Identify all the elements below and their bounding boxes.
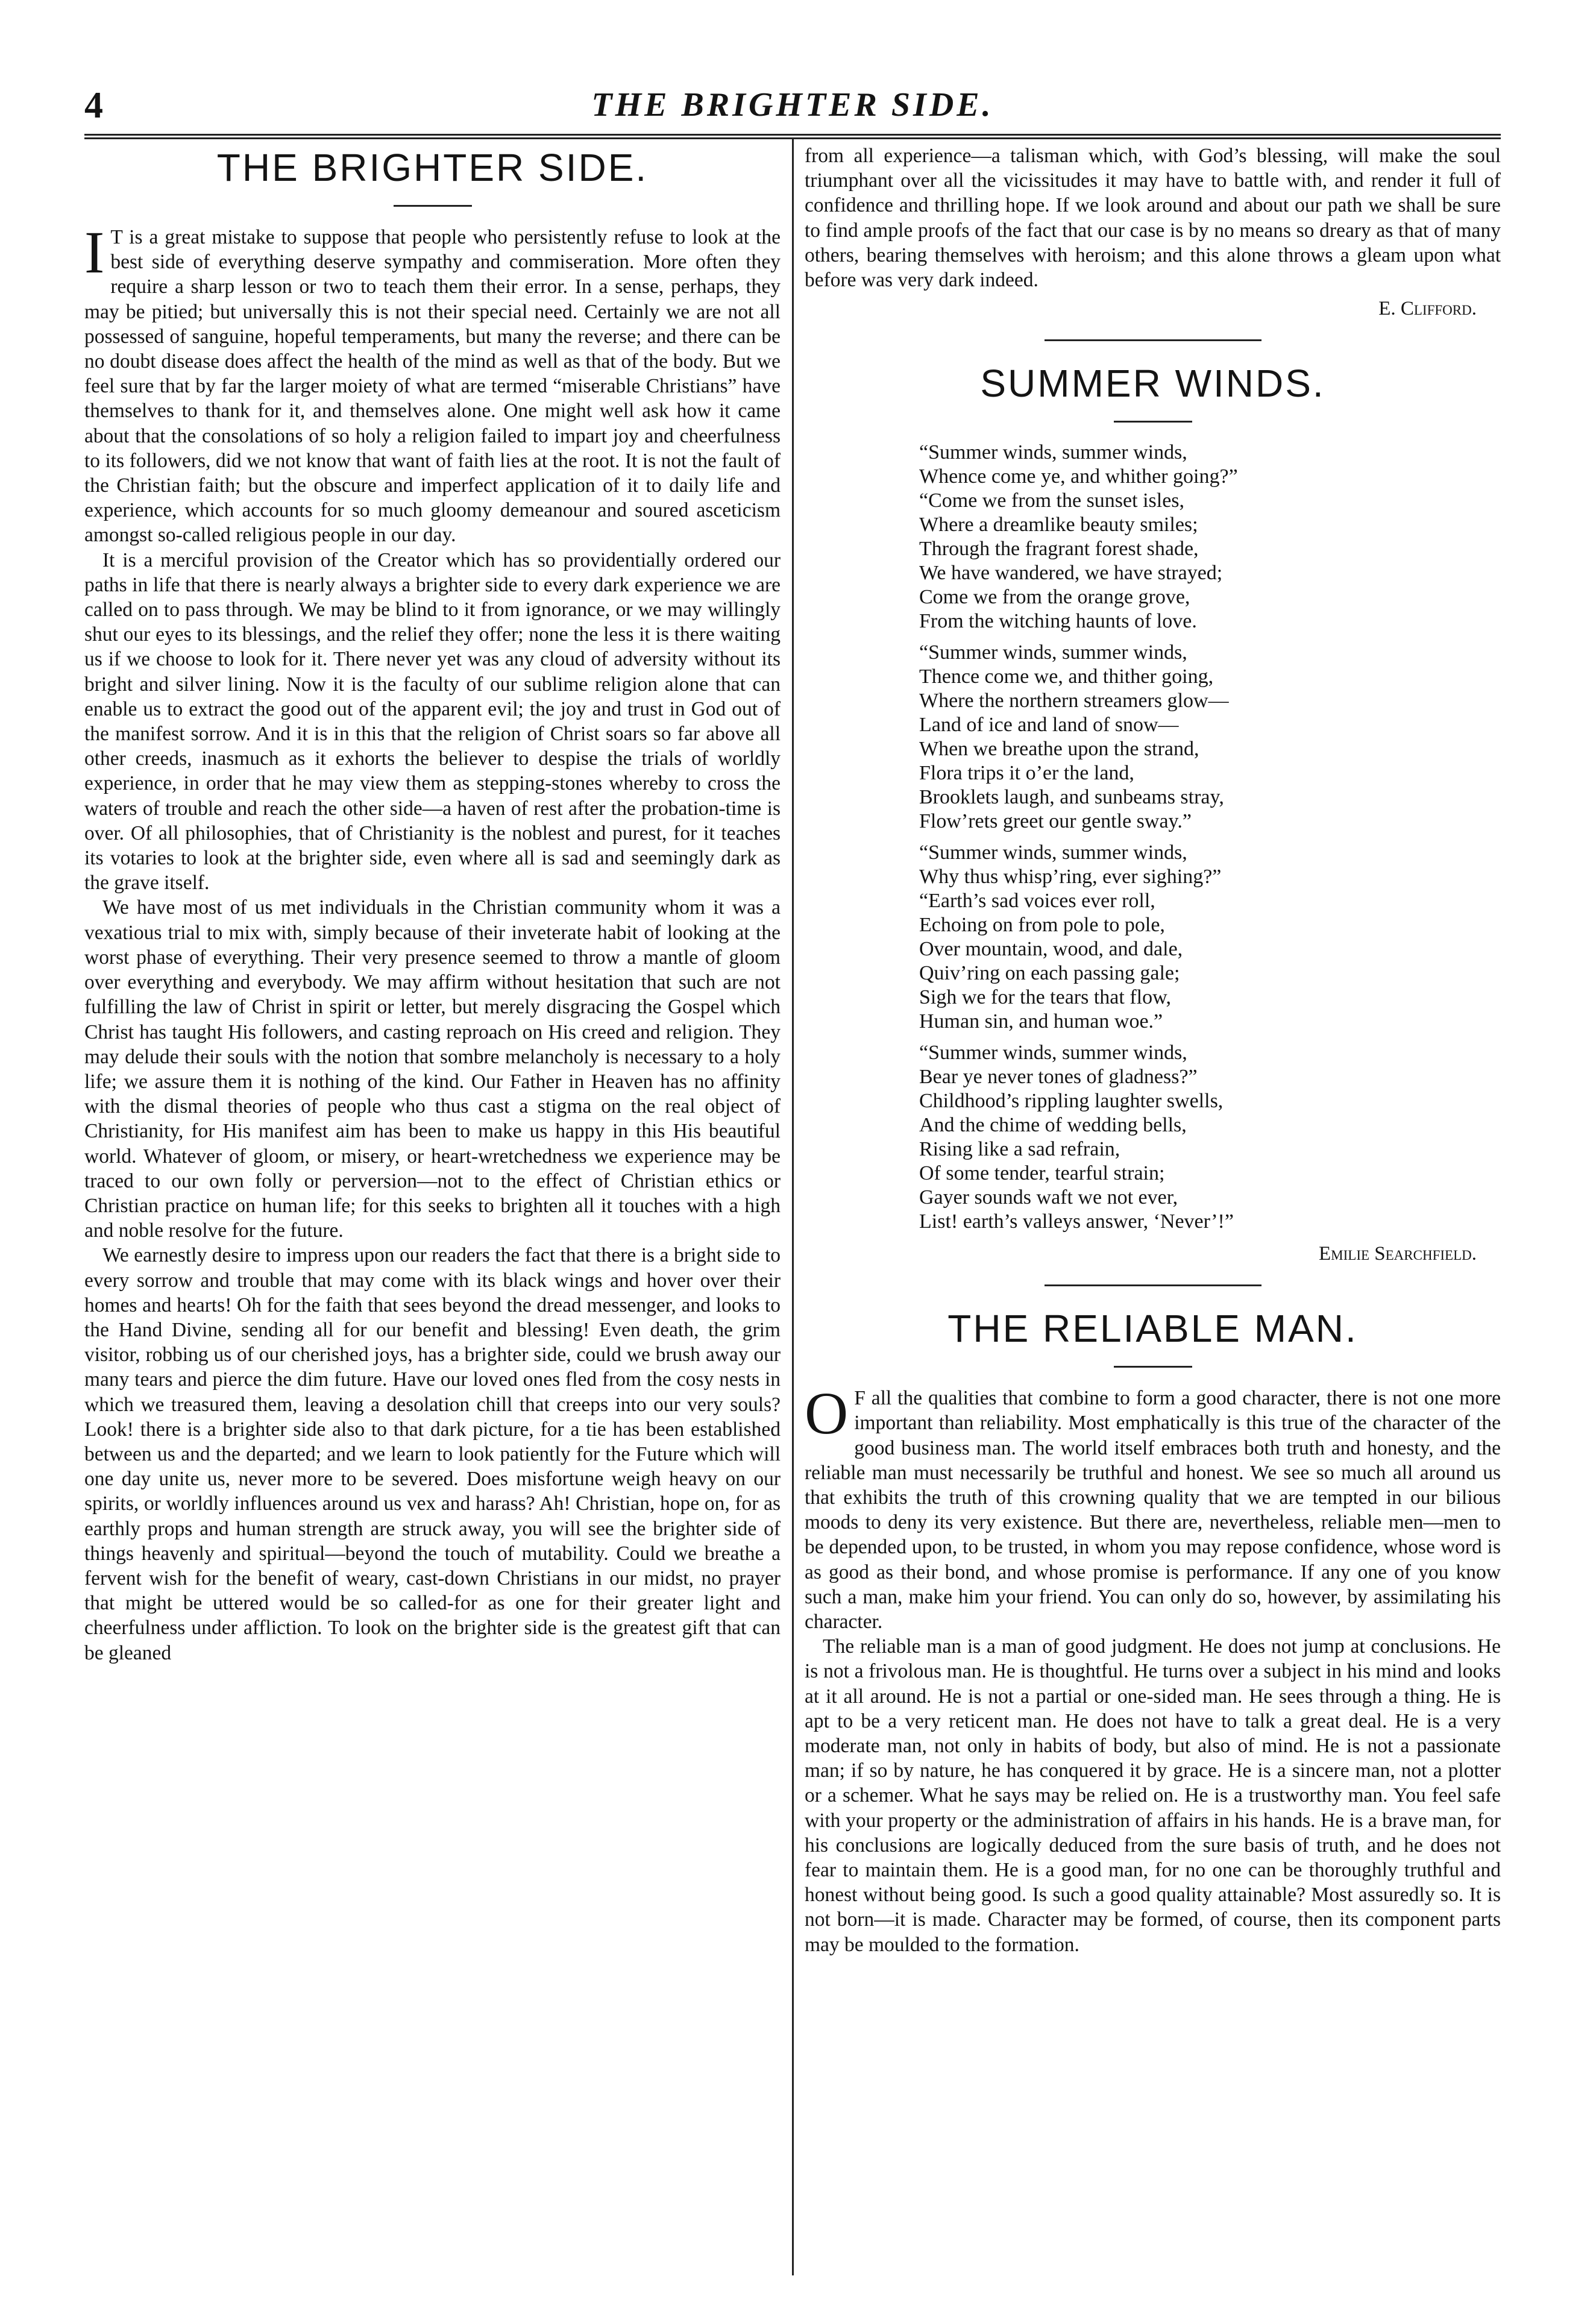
poem-summer-winds bbox=[919, 441, 1501, 1234]
running-title: THE BRIGHTER SIDE. bbox=[591, 86, 994, 124]
poem-title-summer-winds: SUMMER WINDS. bbox=[980, 362, 1325, 406]
author-searchfield: Emilie Searchfield. bbox=[1319, 1243, 1477, 1265]
poem-line: “Earth’s sad voices ever roll, bbox=[919, 890, 1155, 913]
poem-line: “Summer winds, summer winds, bbox=[919, 841, 1187, 864]
title-rule bbox=[394, 205, 472, 207]
poem-line: Rising like a sad refrain, bbox=[919, 1138, 1120, 1161]
poem-line: Echoing on from pole to pole, bbox=[919, 914, 1165, 937]
poem-line: Quiv’ring on each passing gale; bbox=[919, 962, 1180, 985]
reliable-man-paragraph-1 bbox=[805, 1380, 1501, 1634]
poem-line: List! earth’s valleys answer, ‘Never’!” bbox=[919, 1210, 1234, 1233]
column-divider bbox=[792, 139, 794, 2275]
poem-line: From the witching haunts of love. bbox=[919, 610, 1197, 633]
poem-stanza bbox=[919, 841, 1501, 1034]
right-column bbox=[805, 143, 1501, 1957]
poem-line: Bear ye never tones of gladness?” bbox=[919, 1066, 1198, 1089]
poem-line: Thence come we, and thither going, bbox=[919, 665, 1214, 688]
brighter-side-paragraph-2: It is a merciful provision of the Creator which has so providentially ordered our paths in life that there is nearly always a brighter side to every dark experience we are called on to pass through. We may be blind to it from ignorance, or we may willingly shut our eyes to its blessings, and the relief they offer; none the less it is there waiting us if we choose to look for it. There never yet was any cloud of adversity without its bright and silver lining. Now it is the faculty of our sublime religion alone that can enable us to extract the good out of the apparent evil; the joy and trust in God out of the manifest sorrow. And it is in this that the religion of Christ soars so far above all other creeds, inasmuch as it exhorts the believer to despise the trials of worldly experience, in order that he may view them as stepping-stones whereby to cross the waters of trouble and reach the other side—a haven of rest after the probation-time is over. Of all philosophies, that of Christianity is the noblest and purest, for it teaches its votaries to look at the brighter side, even where all is sad and seemingly dark as the grave itself. bbox=[84, 549, 781, 894]
poem-line: “Summer winds, summer winds, bbox=[919, 441, 1187, 464]
title-rule bbox=[1114, 421, 1192, 423]
brighter-side-paragraph-3: We have most of us met individuals in the Christian community whom it was a vexatious trial to mix with, simply because of their inveterate habit of looking at the worst phase of everything. Their very presence seemed to throw a mantle of gloom over everything and everybody. We may affirm without hesitation that such are not fulfilling the law of Christ in spirit or letter, but merely disgracing the Gospel which Christ has taught His followers, and casting reproach on His creed and religion. They may delude their souls with the notion that sombre melancholy is necessary to a holy life; we assure them it is nothing of the kind. Our Father in Heaven has no affinity with the dismal theories of people who thus cast a stigma on the real object of Christianity, for His manifest aim has been to make us happy in this His beautiful world. Whatever of gloom, or misery, or heart-wretchedness we experience may be traced to our own folly or perversion—not to the effect of Christian ethics or Christian practice on human life; for this seeks to brighten all it touches with a high and noble resolve for the future. bbox=[84, 896, 781, 1242]
poem-line: Sigh we for the tears that flow, bbox=[919, 986, 1171, 1009]
poem-line: Whence come ye, and whither going?” bbox=[919, 465, 1238, 488]
title-rule bbox=[1114, 1366, 1192, 1368]
poem-line: When we breathe upon the strand, bbox=[919, 738, 1199, 761]
drop-cap: O bbox=[805, 1380, 849, 1447]
article-title-brighter-side: THE BRIGHTER SIDE. bbox=[216, 146, 649, 189]
page-header bbox=[84, 80, 1501, 140]
poem-line: Land of ice and land of snow— bbox=[919, 714, 1179, 737]
section-rule bbox=[1045, 339, 1261, 341]
poem-line: Where a dreamlike beauty smiles; bbox=[919, 514, 1198, 536]
poem-line: Brooklets laugh, and sunbeams stray, bbox=[919, 786, 1224, 809]
drop-cap: I bbox=[84, 219, 105, 286]
poem-line: “Summer winds, summer winds, bbox=[919, 1042, 1187, 1064]
poem-stanza bbox=[919, 641, 1501, 834]
poem-line: Of some tender, tearful strain; bbox=[919, 1162, 1165, 1185]
reliable-man-paragraph-2: The reliable man is a man of good judgment. He does not jump at conclusions. He is not a frivolous man. He is thoughtful. He turns over a subject in his mind and looks at it all around. He is not a partial or one-sided man. He sees through a thing. He is apt to be a very reticent man. He does not have to talk a great deal. He is a very moderate man, not only in habits of body, but also of mind. He is not a passionate man; if so by nature, he has conquered it by grace. He is a sincere man, not a plotter or a schemer. What he says may be relied on. He is a trustworthy man. You feel safe with your property or the administration of affairs in his hands. He is a brave man, for his conclusions are logically deduced from the sure basis of truth, and he does not fear to maintain them. He is a good man, for no one can be thoroughly truthful and honest without being good. Is such a good quality attainable? Most assuredly so. It is not born—it is made. Character may be formed, of course, then its component parts may be moulded to the formation. bbox=[805, 1635, 1501, 1956]
page-number: 4 bbox=[84, 85, 103, 126]
poem-line: We have wandered, we have strayed; bbox=[919, 562, 1223, 585]
poem-line: Why thus whisp’ring, ever sighing?” bbox=[919, 866, 1222, 888]
poem-line: Over mountain, wood, and dale, bbox=[919, 938, 1183, 961]
poem-stanza bbox=[919, 1041, 1501, 1234]
poem-line: And the chime of wedding bells, bbox=[919, 1114, 1187, 1137]
brighter-side-paragraph-4: We earnestly desire to impress upon our readers the fact that there is a bright side to every sorrow and trouble that may come with its black wings and hover over their homes and hearts! Oh for the faith that sees beyond the dread messenger, and looks to the Hand Divine, sending all for our benefit and blessing! Even death, the grim visitor, robbing us of our cherished joys, has a brighter side, could we brush away our many tears and pierce the dim future. Have our loved ones fled from the cosy nests in which we treasured them, leaving a desolation chill that creeps into our very souls? Look! there is a brighter side also to that dark picture, for a tie has been established between us and the departed; and we learn to look patiently for the Future which will one day unite us, never more to be severed. Does misfortune weigh heavy on our spirits, or worldly influences around us vex and harass? Ah! Christian, hope on, for as earthly props and human strength are struck away, you will see the brighter side of things heavenly and spiritual—beyond the touch of mutability. Could we breathe a fervent wish for the benefit of weary, cast-down Christians in our midst, no prayer that might be uttered would be so called-for as one for their greater light and cheerfulness under affliction. To look on the brighter side is the greatest gift that can be gleaned bbox=[84, 1244, 781, 1664]
poem-line: Through the fragrant forest shade, bbox=[919, 538, 1199, 561]
poem-line: Come we from the orange grove, bbox=[919, 586, 1190, 609]
paragraph-text: F all the qualities that combine to form a good character, there is not one more important than reliability. Most emphatically is this true of the character of the good business man. The world itself embraces both truth and honesty, and the reliable man must necessarily be truthful and honest. We see so much all around us that exhibits the truth of this crowning quality that we are tempted in our bilious moods to deny its very existence. But there are, nevertheless, reliable men—men to be depended upon, to be trusted, in whom you may repose confidence, whose word is as good as their bond, and whose promise is performance. If any one of you know such a man, make him your friend. You can only do so, however, by assimilating his character. bbox=[805, 1387, 1501, 1633]
poem-line: Human sin, and human woe.” bbox=[919, 1010, 1163, 1033]
brighter-side-continuation: from all experience—a talisman which, with God’s blessing, will make the soul triumphant over all the vicissitudes it may have to battle with, and render it full of confidence and thrilling hope. If we look around and about our path we shall be sure to find ample proofs of the fact that our case is by no means so dreary as that of many others, bearing themselves with heroism; and this alone throws a gleam upon what before was very dark indeed. bbox=[805, 145, 1501, 292]
poem-line: Gayer sounds waft we not ever, bbox=[919, 1186, 1178, 1209]
poem-line: Flow’rets greet our gentle sway.” bbox=[919, 810, 1192, 833]
poem-line: Childhood’s rippling laughter swells, bbox=[919, 1090, 1224, 1113]
poem-line: “Summer winds, summer winds, bbox=[919, 641, 1187, 664]
author-clifford: E. Clifford. bbox=[1378, 298, 1477, 320]
left-column bbox=[84, 143, 781, 1665]
poem-line: “Come we from the sunset isles, bbox=[919, 489, 1185, 512]
paragraph-text: T is a great mistake to suppose that people who persistently refuse to look at the best side of everything deserve sympathy and commiseration. More often they require a sharp lesson or two to teach them their error. In a sense, perhaps, they may be pitied; but universally this is not their special need. Certainly we are not all possessed of sanguine, hopeful temperaments, but many the reverse; and there can be no doubt disease does affect the health of the mind as well as that of the body. But we feel sure that by far the larger moiety of what are termed “miserable Christians” have themselves to thank for it, and themselves alone. One might well ask how it came about that the consolations of so holy a religion failed to impart joy and cheerfulness to its followers, did we not know that want of faith lies at the root. It is not the fault of the Christian faith; but the obscure and imperfect application of it to daily life and experience, which accounts for so much gloomy demeanour and soured asceticism amongst so-called religious people in our day. bbox=[84, 226, 781, 547]
section-rule bbox=[1045, 1284, 1261, 1286]
poem-line: Flora trips it o’er the land, bbox=[919, 762, 1134, 785]
poem-stanza bbox=[919, 441, 1501, 633]
article-title-reliable-man: THE RELIABLE MAN. bbox=[947, 1307, 1358, 1351]
poem-line: Where the northern streamers glow— bbox=[919, 690, 1229, 712]
brighter-side-paragraph-1 bbox=[84, 219, 781, 548]
